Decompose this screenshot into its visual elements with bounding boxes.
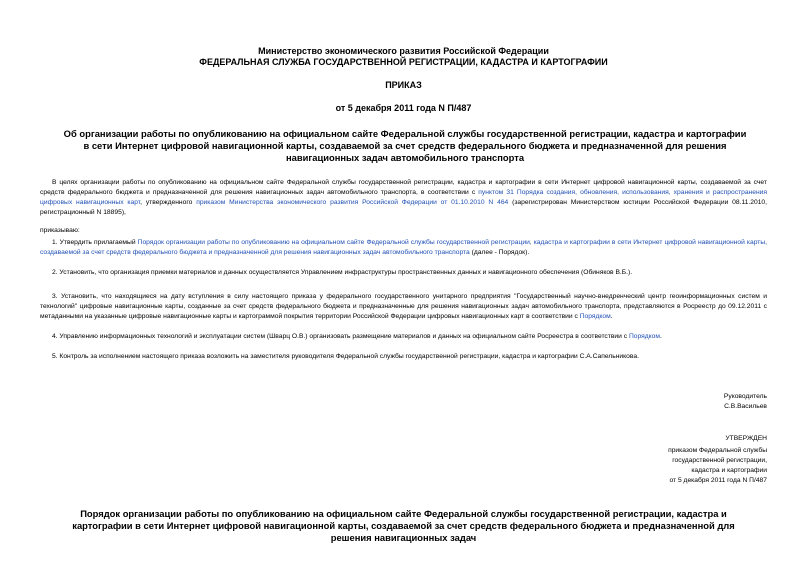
document-date-number: от 5 декабря 2011 года N П/487: [335, 103, 472, 113]
item-1-link-poryadok[interactable]: Порядок организации работы по опубликованию на официальном сайте Федеральной службы государственной регистрации, кадастра и картографии в сети Интернет цифровой навигационной карты, создаваемой за счет средств федерального бюджета и предназначенной для решения навигационных задач автомобильного транспорта: [40, 239, 767, 256]
signature-name: С.В.Васильев: [724, 403, 767, 410]
signature-role: Руководитель: [723, 393, 767, 400]
approval-line-2: государственной регистрации,: [672, 457, 767, 464]
item-1: [40, 238, 767, 258]
item-4-text: 4. Управлению информационных технологий и эксплуатации систем (Шварц О.В.) организовать размещение материалов и данных на официальном сайте Росреестра в соответствии с: [52, 333, 629, 340]
preamble-link-order-464[interactable]: приказом Министерства экономического развития Российской Федерации от 01.10.2010 N 464: [196, 199, 509, 206]
preamble-link-punkt31[interactable]: пунктом 31 Порядка создания, обновления, использования, хранения и распространения цифровых навигационных карт: [40, 189, 768, 206]
approval-line-1: приказом Федеральной службы: [668, 447, 767, 454]
item-5: 5. Контроль за исполнением настоящего приказа возложить на заместителя руководителя Федеральной службы государственной регистрации, кадастра и картографии С.А.Сапельникова.: [52, 353, 639, 360]
order-word: приказываю:: [40, 227, 80, 234]
item-3-suffix: .: [610, 313, 613, 320]
item-4-suffix: .: [659, 333, 662, 340]
preamble-text-2: , утвержденного: [140, 199, 197, 206]
item-4: [40, 332, 767, 342]
preamble-text-3: (зарегистрирован Министерством юстиции Российской Федерации 08.11.2010, регистрационный N 18895),: [40, 199, 767, 216]
item-3-text: 3. Установить, что находящиеся на дату вступления в силу настоящего приказа у федерального государственного унитарного предприятия "Государственный научно-внедренческий центр геоинформационных систем и технологий" цифровые навигационные карты, созданные за счет средств федерального бюджета и предназначенные для решения навигационных задач автомобильного транспорта, представляются в Росреестр до 09.12.2011 с метаданными на указанные цифровые навигационные карты и картограммой покрытия территории Российской Федерации цифровых навигационных карт в соответствии с: [40, 293, 767, 320]
item-3-link-poryadok[interactable]: Порядком: [579, 313, 611, 320]
procedure-title: Порядок организации работы по опубликованию на официальном сайте Федеральной службы государственной регистрации, кадастра и картографии в сети Интернет цифровой навигационной карты, создаваемой за счет средств федерального бюджета и предназначенной для решения навигационных задач: [72, 508, 735, 543]
item-1-text: 1. Утвердить прилагаемый: [52, 239, 138, 246]
document-title: Об организации работы по опубликованию на официальном сайте Федеральной службы государственной регистрации, кадастра и картографии в сети Интернет цифровой навигационной карты, создаваемой за счет средств федерального бюджета и предназначенной для решения навигационных задач автомобильного транспорта: [63, 128, 747, 163]
service-heading: ФЕДЕРАЛЬНАЯ СЛУЖБА ГОСУДАРСТВЕННОЙ РЕГИСТРАЦИИ, КАДАСТРА И КАРТОГРАФИИ: [199, 57, 608, 67]
preamble-text-1: В целях организации работы по опубликованию на официальном сайте Федеральной службы государственной регистрации, кадастра и картографии в сети Интернет цифровой навигационной карты, создаваемой за счет средств федерального бюджета и предназначенной для решения навигационных задач автомобильного транспорта, в соответствии с: [40, 179, 767, 196]
approval-heading: УТВЕРЖДЕН: [725, 435, 767, 442]
item-1-suffix: (далее - Порядок).: [469, 249, 530, 256]
item-3: [40, 292, 767, 322]
item-4-link-poryadok[interactable]: Порядком: [628, 333, 660, 340]
approval-line-4: от 5 декабря 2011 года N П/487: [669, 477, 767, 484]
ministry-heading: Министерство экономического развития Российской Федерации: [258, 46, 549, 56]
item-2: 2. Установить, что организация приемки материалов и данных осуществляется Управлением инфраструктуры пространственных данных и навигационного обеспечения (Обиняков В.Б.).: [52, 269, 633, 276]
approval-line-3: кадастра и картографии: [691, 467, 767, 474]
preamble-paragraph: [40, 178, 767, 218]
document-type: ПРИКАЗ: [385, 80, 422, 90]
